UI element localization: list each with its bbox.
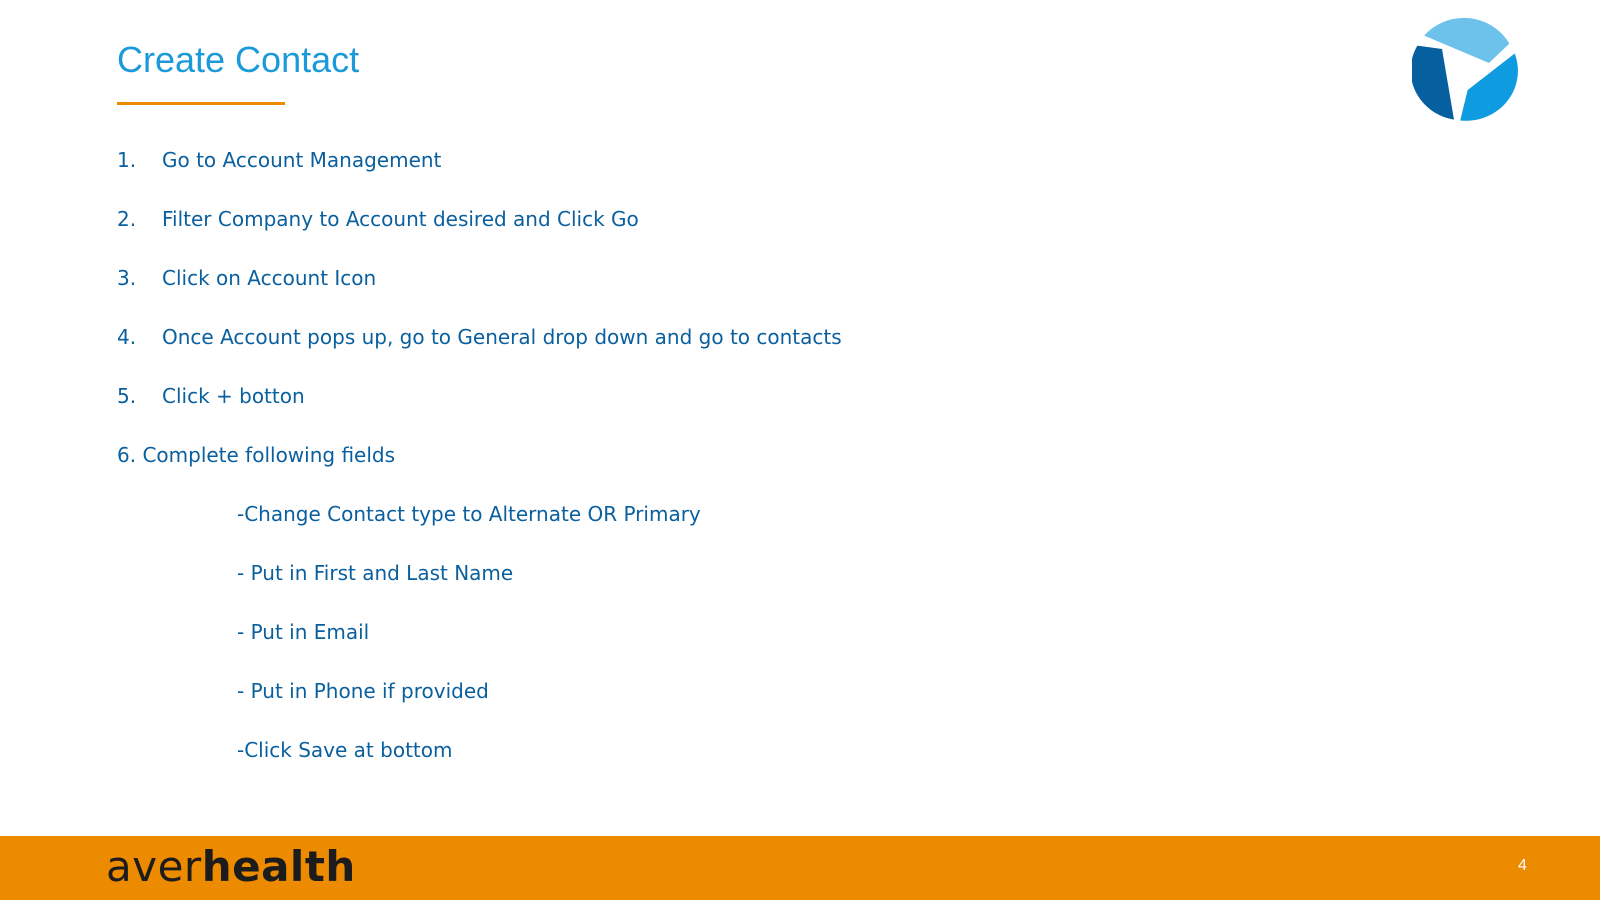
step-item (117, 263, 842, 322)
step-number: 3. (117, 266, 137, 290)
step-text: Go to Account Management (162, 148, 442, 172)
brand-wordmark-light: aver (106, 842, 202, 891)
title-underline (117, 102, 285, 105)
step-item (117, 440, 842, 499)
step-text: Click on Account Icon (162, 266, 377, 290)
sub-step-item: -Change Contact type to Alternate OR Primary (237, 502, 701, 526)
step-number: 1. (117, 148, 137, 172)
step-text: Filter Company to Account desired and Click Go (162, 207, 639, 231)
step-item (117, 322, 842, 381)
step-item (117, 381, 842, 440)
step-item (117, 204, 842, 263)
logo-mid-segment (1460, 54, 1518, 121)
slide-title: Create Contact (117, 39, 360, 80)
footer-bar (0, 836, 1600, 900)
step-item (117, 145, 842, 204)
sub-step-item: -Click Save at bottom (237, 738, 453, 762)
step-text: 6. Complete following fields (117, 443, 396, 467)
step-text: Click + botton (162, 384, 305, 408)
averhealth-logo-icon (1412, 16, 1522, 121)
brand-wordmark (106, 842, 356, 892)
step-number: 5. (117, 384, 137, 408)
sub-step-item: - Put in Phone if provided (237, 679, 489, 703)
logo-dark-segment (1412, 46, 1454, 120)
step-number: 4. (117, 325, 137, 349)
step-text: Once Account pops up, go to General drop down and go to contacts (162, 325, 842, 349)
sub-step-item: - Put in Email (237, 620, 370, 644)
instruction-list (117, 145, 842, 794)
step-number: 2. (117, 207, 137, 231)
sub-step-item: - Put in First and Last Name (237, 561, 514, 585)
page-number: 4 (1518, 857, 1527, 874)
brand-wordmark-bold: health (201, 842, 356, 891)
